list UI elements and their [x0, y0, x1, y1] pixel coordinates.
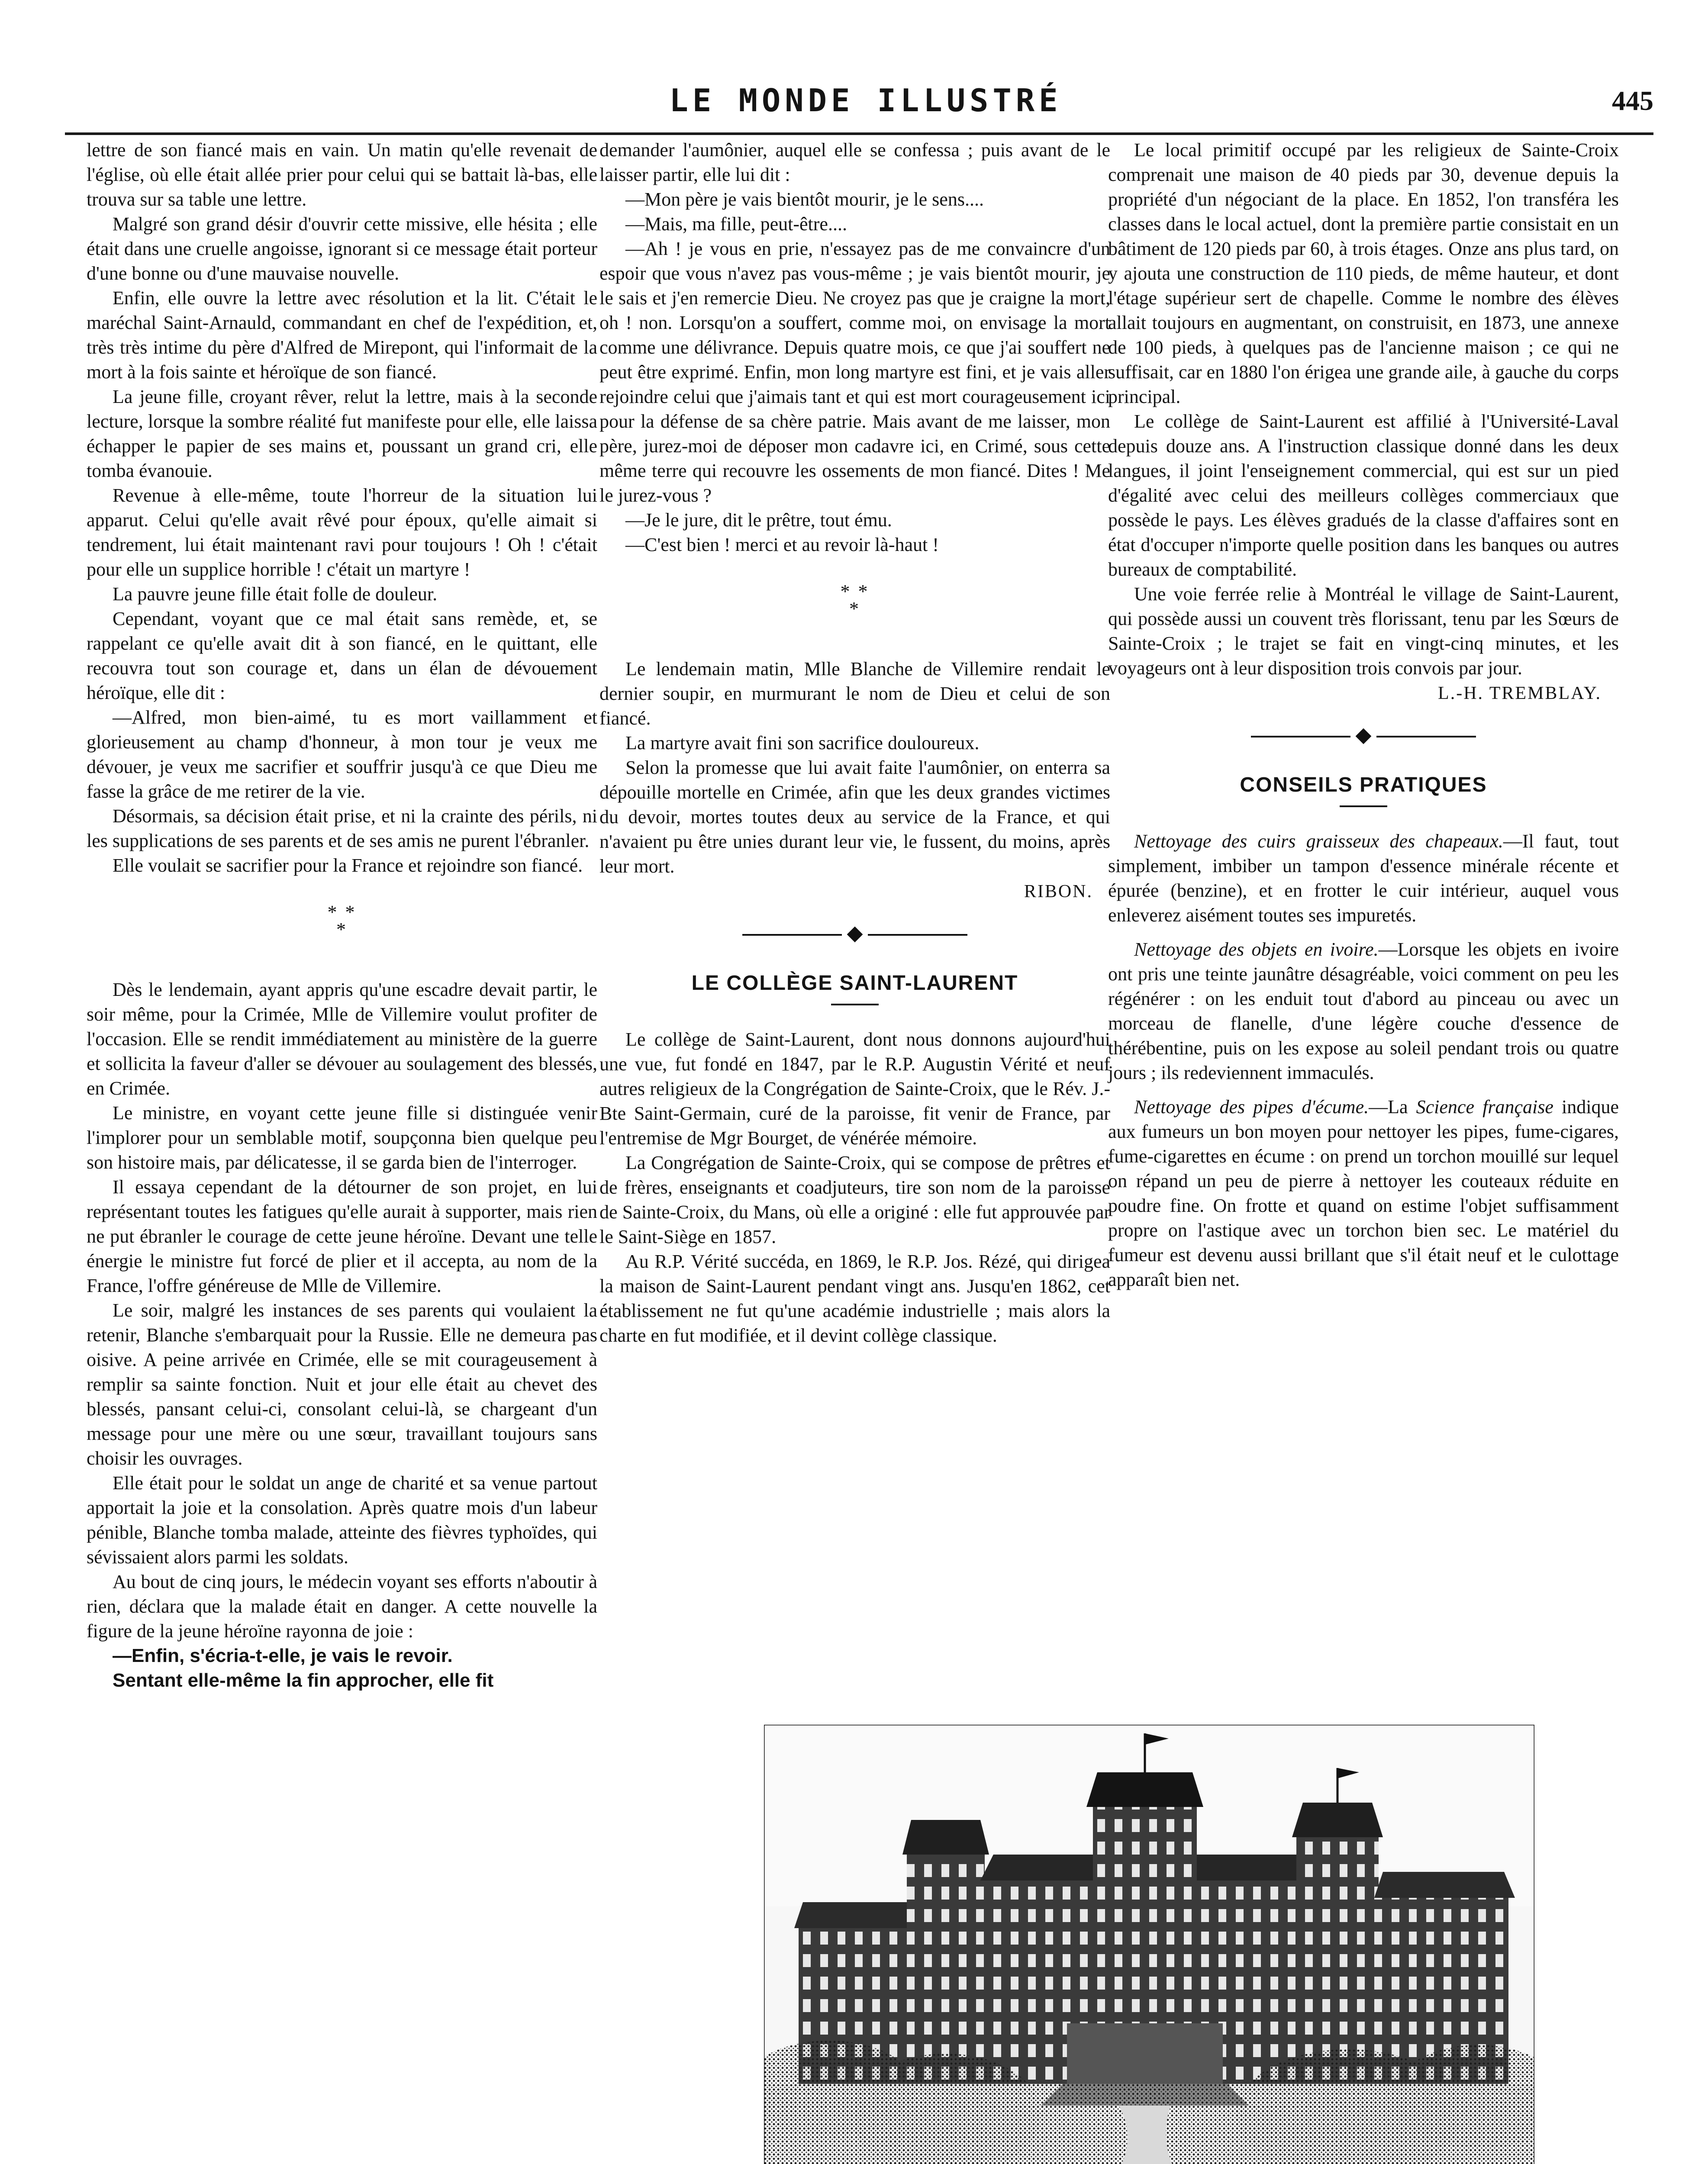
subheading-italic: Nettoyage des pipes d'écume.	[1134, 1096, 1369, 1117]
paragraph: Au bout de cinq jours, le médecin voyant ses efforts n'aboutir à rien, déclara que la malade était en danger. A cette nouvelle la figure de la jeune héroïne rayonna de joie :	[87, 1571, 597, 1642]
section-heading: LE COLLÈGE SAINT-LAURENT	[691, 972, 1018, 995]
paragraph: Malgré son grand désir d'ouvrir cette missive, elle hésita ; elle était dans une cruelle angoisse, ignorant si ce message était porteur d'une bonne ou d'une mauvaise nouvelle.	[87, 213, 597, 284]
college-engraving	[764, 1725, 1534, 2164]
paragraph: Désormais, sa décision était prise, et ni la crainte des périls, ni les supplications de ses parents et de ses amis ne purent l'ébranler.	[87, 805, 597, 851]
column-middle	[599, 138, 1110, 1348]
paragraph: Sentant elle-même la fin approcher, elle fit	[113, 1670, 494, 1691]
ornament-divider	[1108, 731, 1619, 743]
paragraph: Le lendemain matin, Mlle Blanche de Villemire rendait le dernier soupir, en murmurant le nom de Dieu et celui de son fiancé.	[599, 658, 1110, 729]
paragraph: Le collège de Saint-Laurent, dont nous donnons aujourd'hui une vue, fut fondé en 1847, par le R.P. Augustin Vérité et neuf autres religieux de la Congrégation de Sainte-Croix, que le Rév. J.-Bte Saint-Germain, curé de la paroisse, fit venir de France, par l'entremise de Mgr Bourget, de vénérée mémoire.	[599, 1029, 1110, 1149]
subheading-italic: Nettoyage des cuirs graisseux des chapeaux.	[1134, 831, 1503, 852]
paragraph: lettre de son fiancé mais en vain. Un matin qu'elle revenait de l'église, où elle était allée prier pour celui qui se battait là-bas, elle trouva sur sa table une lettre.	[87, 139, 597, 210]
page-number: 445	[1612, 85, 1653, 116]
paragraph: Une voie ferrée relie à Montréal le village de Saint-Laurent, qui possède aussi un couvent très florissant, tenu par les Sœurs de Sainte-Croix ; le trajet se fait en vingt-cinq minutes, et les voyageurs ont à leur disposition trois convois par jour.	[1108, 583, 1619, 679]
paragraph: Le ministre, en voyant cette jeune fille si distinguée venir l'implorer pour un semblable motif, soupçonna bien quelque peu son histoire mais, par délicatesse, il se garda bien de l'interroger.	[87, 1102, 597, 1173]
paragraph: Revenue à elle-même, toute l'horreur de la situation lui apparut. Celui qu'elle avait rêvé pour époux, qu'elle aimait si tendrement, lui était maintenant ravi pour toujours ! Oh ! c'était pour elle un supplice horrible ! c'était un martyre !	[87, 485, 597, 580]
paragraph: Selon la promesse que lui avait faite l'aumônier, on enterra sa dépouille mortelle en Crimée, afin que les deux grandes victimes du devoir, mortes toutes deux au service de la France, et qui n'avaient pu être unies durant leur vie, le fussent, du moins, après leur mort.	[599, 757, 1110, 877]
author-signature: L.-H. TREMBLAY.	[1438, 683, 1602, 703]
heading-rule	[1340, 805, 1387, 807]
college-engraving-image	[764, 1725, 1534, 2164]
masthead-title: LE MONDE ILLUSTRÉ	[669, 82, 1062, 119]
paragraph-text: indique aux fumeurs un bon moyen pour nettoyer les pipes, fume-cigares, fume-cigarettes en écume : on prend un torchon mouillé sur lequel on répand un peu de pierre à nettoyer les couteaux réduite en poudre fine. On frotte et quand on estime l'objet suffisamment propre on l'astique avec un torchon bien sec. Le matériel du fumeur est devenu aussi brillant que s'il était neuf et le culottage apparaît bien net.	[1108, 1096, 1619, 1290]
paragraph: Elle voulait se sacrifier pour la France et rejoindre son fiancé.	[113, 855, 583, 876]
paragraph: —Je le jure, dit le prêtre, tout ému.	[625, 509, 892, 531]
paragraph: Enfin, elle ouvre la lettre avec résolution et la lit. C'était le maréchal Saint-Arnauld, commandant en chef de l'expédition, et, très très intime du père d'Alfred de Mirepont, qui l'informait de la mort à la fois sainte et héroïque de son fiancé.	[87, 287, 597, 383]
paragraph: Il essaya cependant de la détourner de son projet, en lui représentant toutes les fatigues qu'elle aurait à supporter, mais rien ne put ébranler le courage de cette jeune héroïne. Devant une telle énergie le ministre fut forcé de plier et il accepta, au nom de la France, l'offre généreuse de Mlle de Villemire.	[87, 1176, 597, 1296]
paragraph	[1108, 937, 1619, 1085]
author-signature: RIBON.	[1024, 882, 1093, 902]
paragraph: —Mon père je vais bientôt mourir, je le sens....	[625, 189, 984, 210]
section-stars: * * *	[840, 581, 870, 619]
paragraph: La Congrégation de Sainte-Croix, qui se compose de prêtres et de frères, enseignants et coadjuteurs, tire son nom de la paroisse de Sainte-Croix, du Mans, où elle a originé : elle fut approuvée par le Saint-Siège en 1857.	[599, 1152, 1110, 1247]
paragraph: —Alfred, mon bien-aimé, tu es mort vaillamment et glorieusement au champ d'honneur, à mon tour je veux me dévouer, je veux me sacrifier et souffrir jusqu'à ce que Dieu me fasse la grâce de me retirer de la vie.	[87, 707, 597, 802]
section-heading: CONSEILS PRATIQUES	[1240, 773, 1487, 796]
paragraph: La jeune fille, croyant rêver, relut la lettre, mais à la seconde lecture, lorsque la sombre réalité fut manifeste pour elle, elle laissa échapper le papier de ses mains et, poussant un grand cri, elle tomba évanouie.	[87, 386, 597, 481]
subheading-italic: Nettoyage des objets en ivoire.	[1134, 939, 1379, 960]
header-rule	[65, 132, 1653, 135]
column-right	[1108, 138, 1619, 1292]
section-stars: * * *	[327, 902, 357, 940]
heading-rule	[831, 1004, 879, 1005]
paragraph-text: —Il faut, tout simplement, imbiber un tampon d'essence minérale récente et épurée (benzine), et en frotter le cuir intérieur, auquel vous enleverez aisément toutes ses impuretés.	[1108, 831, 1619, 926]
paragraph: —Enfin, s'écria-t-elle, je vais le revoir.	[113, 1645, 453, 1666]
paragraph: Le soir, malgré les instances de ses parents qui voulaient la retenir, Blanche s'embarquait pour la Russie. Elle ne demeura pas oisive. A peine arrivée en Crimée, elle se mit courageusement à remplir sa sainte fonction. Nuit et jour elle était au chevet des blessés, pansant celui-ci, consolant celui-là, se chargeant d'un message pour une mère ou une sœur, travaillant toujours sans choisir les ouvrages.	[87, 1300, 597, 1469]
paragraph: Au R.P. Vérité succéda, en 1869, le R.P. Jos. Rézé, qui dirigea la maison de Saint-Laurent pendant vingt ans. Jusqu'en 1862, cet établissement ne fut qu'une académie industrielle ; mais alors la charte en fut modifiée, et il devint collège classique.	[599, 1251, 1110, 1346]
paragraph: La martyre avait fini son sacrifice douloureux.	[625, 732, 980, 754]
paragraph: —Ah ! je vous en prie, n'essayez pas de me convaincre d'un espoir que vous n'avez pas vous-même ; je vais bientôt mourir, je le sais et j'en remercie Dieu. Ne croyez pas que je craigne la mort, oh ! non. Lorsqu'on a souffert, comme moi, on envisage la mort comme une délivrance. Depuis quatre mois, ce que j'ai souffert ne peut être exprimé. Enfin, mon long martyre est fini, et je vais aller rejoindre celui que j'aimais tant et qui est mort courageusement ici pour la défense de sa chère patrie. Mais avant de me laisser, mon père, jurez-moi de déposer mon cadavre ici, en Crimé, sous cette même terre qui recouvre les ossements de mon fiancé. Dites ! Me le jurez-vous ?	[599, 238, 1110, 506]
paragraph: Dès le lendemain, ayant appris qu'une escadre devait partir, le soir même, pour la Crimée, Mlle de Villemire voulut profiter de l'occasion. Elle se rendit immédiatement au ministère de la guerre et sollicita la faveur d'aller se dévouer au soulagement des blessés, en Crimée.	[87, 979, 597, 1099]
paragraph: demander l'aumônier, auquel elle se confessa ; puis avant de le laisser partir, elle lui dit :	[599, 139, 1110, 185]
paragraph	[1108, 829, 1619, 927]
column-left	[87, 138, 597, 1693]
ornament-divider	[599, 929, 1110, 941]
paragraph: Le local primitif occupé par les religieux de Sainte-Croix comprenait une maison de 40 pieds par 30, devenue depuis la propriété d'un négociant de la place. En 1852, l'on transféra les classes dans le local actuel, dont la première partie consistait en un bâtiment de 120 pieds par 60, à trois étages. Onze ans plus tard, on y ajouta une construction de 110 pieds, de même hauteur, et dont l'étage supérieur sert de chapelle. Comme le nombre des élèves allait toujours en augmentant, on construisit, en 1873, une annexe de 100 pieds, à quelques pas de l'ancienne maison ; ce qui ne suffisait, car en 1880 l'on érigea une grande aile, à gauche du corps principal.	[1108, 139, 1619, 407]
paragraph: —C'est bien ! merci et au revoir là-haut !	[625, 534, 939, 555]
paragraph: Elle était pour le soldat un ange de charité et sa venue partout apportait la joie et la consolation. Après quatre mois d'un labeur pénible, Blanche tomba malade, atteinte des fièvres typhoïdes, qui sévissaient alors parmi les soldats.	[87, 1472, 597, 1568]
paragraph	[1108, 1095, 1619, 1292]
paragraph: —Mais, ma fille, peut-être....	[625, 213, 847, 235]
paragraph-text: —La	[1369, 1096, 1416, 1117]
paragraph: Cependant, voyant que ce mal était sans remède, et, se rappelant ce qu'elle avait dit à son fiancé, en le quittant, elle recouvra tout son courage et, dans un élan de dévouement héroïque, elle dit :	[87, 608, 597, 703]
publication-title: Science française	[1416, 1096, 1553, 1117]
paragraph: Le collège de Saint-Laurent est affilié à l'Université-Laval depuis douze ans. A l'instruction classique donné dans les deux langues, il joint l'enseignement commercial, qui est sur un pied d'égalité avec celui des meilleurs collèges commerciaux que possède le pays. Les élèves gradués de la classe d'affaires sont en état d'occuper n'importe quelle position dans les banques ou autres bureaux de comptabilité.	[1108, 411, 1619, 580]
paragraph: La pauvre jeune fille était folle de douleur.	[113, 583, 438, 605]
paragraph-text: —Lorsque les objets en ivoire ont pris une teinte jaunâtre désagréable, voici comment on peu les régénérer : on les enduit tout d'abord au pinceau ou avec un morceau de flanelle, d'une légère couche d'essence de thérébentine, puis on les expose au soleil pendant trois ou quatre jours ; ils redeviennent immaculés.	[1108, 939, 1619, 1083]
